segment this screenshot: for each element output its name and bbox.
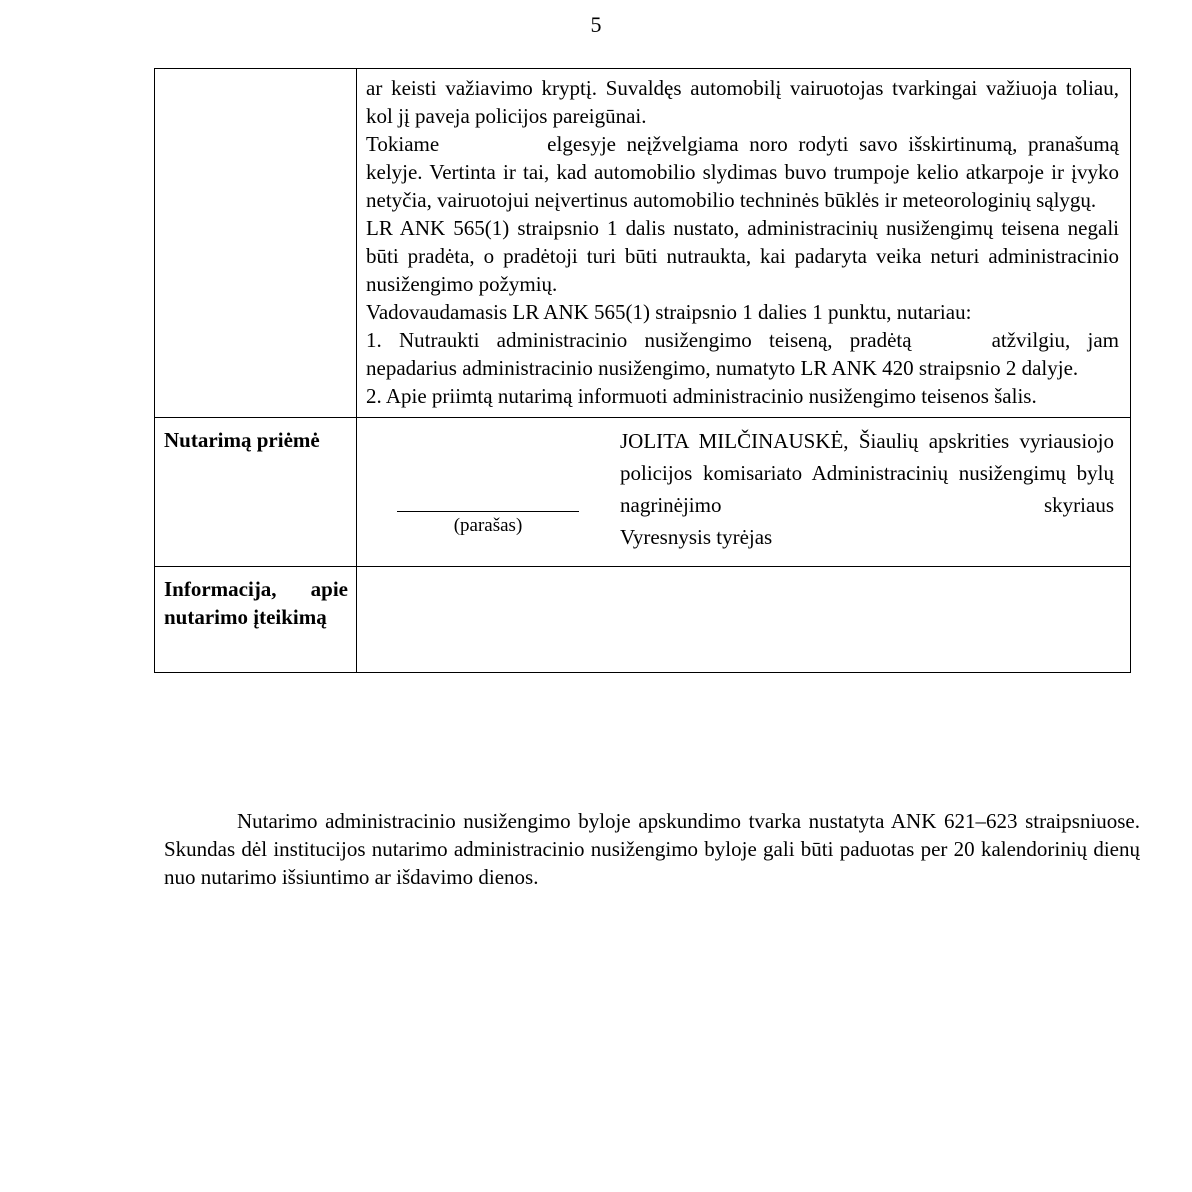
signature-caption: (parašas) — [453, 515, 523, 536]
signature-line — [397, 511, 579, 512]
delivery-info-label: Informacija, apie nutarimo įteikimą — [155, 567, 357, 673]
decision-paragraph-5-rest: atžvilgiu, jam nepadarius administracinio nusižengimo, numatyto LR ANK 420 straipsnio 2 dalyje. — [366, 328, 1119, 380]
decision-paragraph-3: LR ANK 565(1) straipsnio 1 dalis nustato, administracinių nusižengimų teisena negali būti pradėta, o pradėtoji turi būti nutraukta, kai padaryta veika neturi administracinio nusižengimo požymių. — [366, 216, 1119, 296]
decision-paragraph-1: ar keisti važiavimo kryptį. Suvaldęs automobilį vairuotojas tvarkingai važiuoja toliau, kol jį paveja policijos pareigūnai. — [366, 76, 1119, 128]
adopted-by-label: Nutarimą priėmė — [155, 418, 357, 567]
adopted-by-row — [155, 418, 1131, 567]
signer-title: Vyresnysis tyrėjas — [620, 525, 773, 549]
decision-paragraph-5 — [366, 326, 1119, 382]
delivery-info-cell — [357, 567, 1131, 673]
signer-name-position: JOLITA MILČINAUSKĖ, Šiaulių apskrities vyriausiojo policijos komisariato Administracinių nusižengimų bylų nagrinėjimo skyriaus — [620, 429, 1114, 517]
decision-body-label-cell — [155, 69, 357, 418]
signer-block — [620, 425, 1114, 553]
decision-paragraph-2-start: Tokiame — [366, 132, 440, 156]
decision-table — [154, 68, 1131, 673]
decision-body-cell — [357, 69, 1131, 418]
decision-paragraph-5-start: 1. Nutraukti administracinio nusižengimo teiseną, pradėtą — [366, 328, 912, 352]
appeal-procedure-paragraph: Nutarimo administracinio nusižengimo byloje apskundimo tvarka nustatyta ANK 621–623 straipsniuose. Skundas dėl institucijos nutarimo administracinio nusižengimo byloje gali būti paduotas per 20 kalendorinių dienų nuo nutarimo išsiuntimo ar išdavimo dienos. — [164, 809, 1140, 889]
page-number: 5 — [590, 12, 602, 37]
decision-paragraph-2-rest: elgesyje neįžvelgiama noro rodyti savo išskirtinumą, pranašumą kelyje. Vertinta ir tai, kad automobilio slydimas buvo trumpoje kelio atkarpoje ir įvyko netyčia, vairuotojui neįvertinus automobilio techninės būklės ir meteorologinių sąlygų. — [366, 132, 1119, 212]
decision-body-row — [155, 69, 1131, 418]
decision-paragraph-4: Vadovaudamasis LR ANK 565(1) straipsnio 1 dalies 1 punktu, nutariau: — [366, 300, 972, 324]
adopted-by-cell — [357, 418, 1131, 567]
decision-paragraph-6: 2. Apie priimtą nutarimą informuoti administracinio nusižengimo teisenos šalis. — [366, 384, 1037, 408]
decision-paragraph-2 — [366, 130, 1119, 214]
delivery-info-row — [155, 567, 1131, 673]
